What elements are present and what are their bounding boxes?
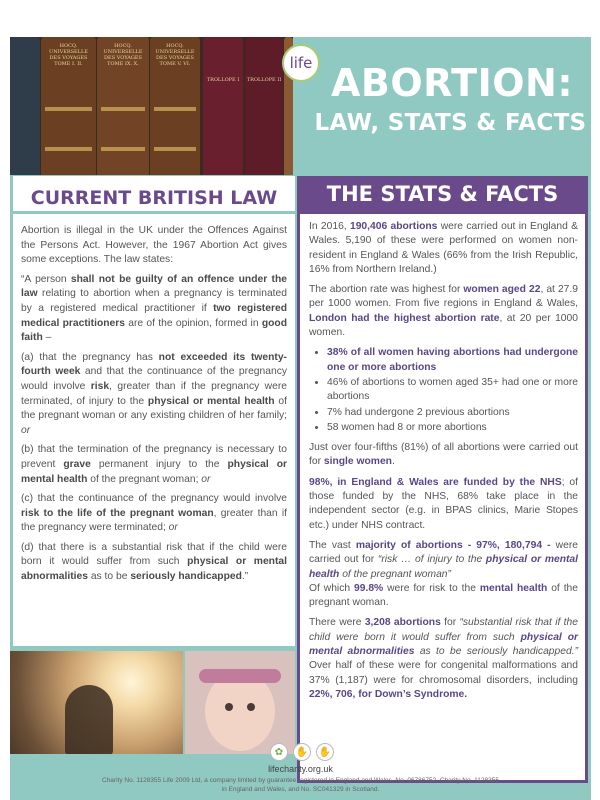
british-law-text [21,224,287,590]
law-quote: “A person shall not be guilty of an offence under the law relating to abortion when a pregnancy is terminated by a registered medical practitioner if two registered medical practitioners are of the opinion, formed in good faith – [21,273,288,344]
sunset-woman-photo [10,651,183,754]
page-subtitle: LAW, STATS & FACTS [314,110,587,136]
book-spine: HOCQ. UNIVERSELLE DES VOYAGES TOME I. II. [41,37,96,175]
book-spine: HOCQ. UNIVERSELLE DES VOYAGES TOME V. VI. [150,37,200,175]
stats-paragraph: 98%, in England & Wales are funded by the NHS; of those funded by the NHS, 68% take place in the independent sector (e.g. in BPAS clinics, Marie Stopes etc.) under NHS contract. [309,476,578,531]
stats-paragraph: There were 3,208 abortions for “substantial risk that if the child were born it would suffer from such physical or mental abnormalities as to be seriously handicapped.” Over half of these were for congenital malformations and 37% (1,187) were for chromosomal disorders, including 22%, 706, for Down’s Syndrome. [309,617,578,700]
leaf-icon[interactable]: ✿ [270,743,288,761]
book-spine: TROLLOPE I [203,37,243,175]
book-spine: HOCQ. UNIVERSELLE DES VOYAGES TOME IX. X. [97,37,149,175]
book-spine [10,37,40,175]
charity-info: Charity No. 1128355 Life 2009 Ltd, a company limited by guarantee registered in England and Wales, No. 06786752. Charity No. 1128355 in England and Wales, and No. SC041329 in Scotland. [102,777,499,793]
stats-list [327,346,578,435]
list-item: • 38% of all women having abortions had undergone one or more abortions [327,346,578,375]
british-law-panel [13,176,295,646]
hand-icon[interactable]: ✋ [316,743,334,761]
life-logo: life [282,44,320,82]
baby-photo [185,651,295,754]
hand-icon[interactable]: ✋ [293,743,311,761]
british-law-heading: CURRENT BRITISH LAW [30,187,278,209]
header [10,37,591,175]
stats-panel [297,176,588,783]
book-spine: TROLLOPE II [245,37,283,175]
website-link[interactable]: lifecharity.org.uk [268,764,333,774]
law-clause-c: (c) that the continuance of the pregnancy would involve risk to the life of the pregnant woman, greater than if the pregnancy were terminated; or [21,493,287,534]
list-item: • 58 women had 8 or more abortions [327,421,578,435]
stats-paragraph: The abortion rate was highest for women aged 22, at 27.9 per 1000 women. From five regions in England & Wales, London had the highest abortion rate, at 20 per 1000 women. [309,284,578,339]
law-clause-b: (b) that the termination of the pregnancy is necessary to prevent grave permanent injury to the physical or mental health of the pregnant woman; or [21,444,287,485]
list-item: • 46% of abortions to women aged 35+ had one or more abortions [327,376,578,405]
stats-paragraph: Just over four-fifths (81%) of all abortions were carried out for single women. [309,442,578,468]
list-item: • 7% had undergone 2 previous abortions [327,406,578,420]
stats-paragraph: The vast majority of abortions - 97%, 180,794 - were carried out for “risk … of injury to the physical or mental health of the pregnant woman” Of which 99.8% were for risk to the mental health of the pregnant woman. [309,539,579,609]
page-title: ABORTION: [330,61,574,105]
divider [13,211,295,214]
leaflet-page [10,37,591,800]
stats-paragraph: In 2016, 190,406 abortions were carried out in England & Wales. 5,190 of these were performed on women non-resident in England & Wales (66% from the Irish Republic, 16% from Northern Ireland.) [309,221,578,275]
stats-body [300,214,585,780]
books-photo [10,37,293,175]
law-intro: Abortion is illegal in the UK under the Offences Against the Persons Act. However, the 1967 Abortion Act gives some exceptions. The law states: [21,225,287,266]
stats-heading: THE STATS & FACTS [326,182,559,206]
law-clause-d: (d) that there is a substantial risk that if the child were born it would suffer from such physical or mental abnormalities as to be seriously handicapped.” [21,541,287,583]
law-clause-a: (a) that the pregnancy has not exceeded its twenty-fourth week and that the continuance of the pregnancy would involve risk, greater than if the pregnancy were terminated, of injury to the physical or mental health of the pregnant woman or any existing children of her family; or [21,351,287,436]
